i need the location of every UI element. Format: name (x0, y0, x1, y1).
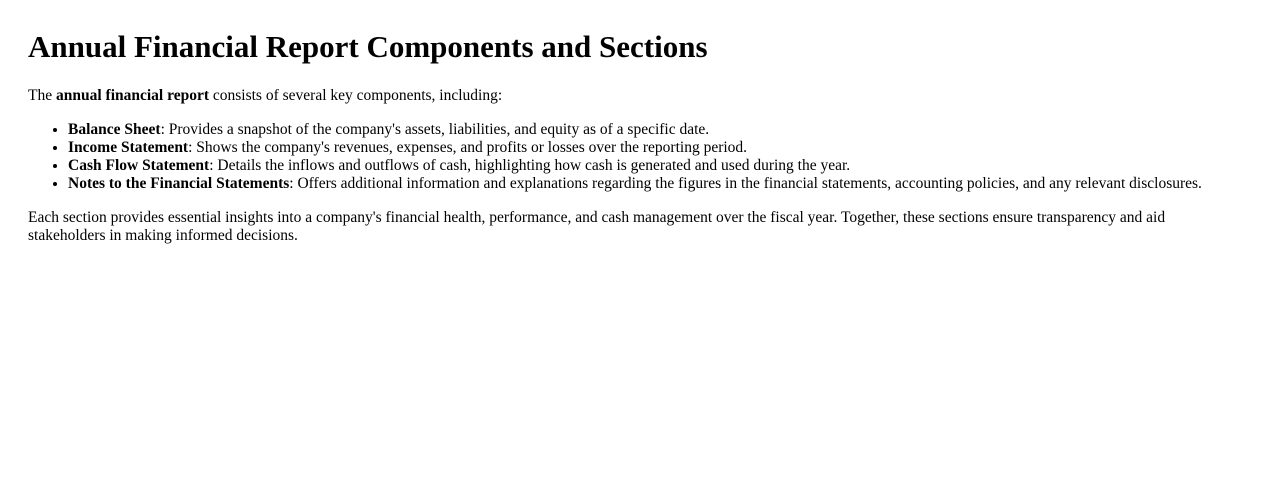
list-item-description: : Details the inflows and outflows of cash, highlighting how cash is generated and used during the year. (209, 157, 851, 174)
list-item-balance-sheet (68, 121, 1250, 139)
list-item-term: Notes to the Financial Statements (68, 175, 290, 192)
intro-bold-term: annual financial report (55, 87, 209, 104)
components-list (28, 121, 1250, 193)
list-item-term: Balance Sheet (68, 121, 161, 138)
intro-suffix: consists of several key components, including: (209, 87, 503, 104)
closing-paragraph: Each section provides essential insights into a company's financial health, performance, and cash management over the fiscal year. Together, these sections ensure transparency and aid stakeholders in making informed decisions. (28, 209, 1166, 244)
list-item-cash-flow-statement (68, 157, 1250, 175)
list-item-term: Cash Flow Statement (68, 157, 210, 174)
list-item-description: : Provides a snapshot of the company's assets, liabilities, and equity as of a specific date. (160, 121, 710, 138)
list-item-term: Income Statement (68, 139, 189, 156)
intro-prefix: The (28, 87, 56, 104)
list-item-description: : Offers additional information and explanations regarding the figures in the financial statements, accounting policies, and any relevant disclosures. (289, 175, 1202, 192)
page-title: Annual Financial Report Components and Sections (28, 29, 708, 64)
list-item-notes (68, 175, 1250, 193)
list-item-income-statement (68, 139, 1250, 157)
intro-paragraph (28, 87, 1250, 105)
document-page (0, 29, 1278, 245)
list-item-description: : Shows the company's revenues, expenses, and profits or losses over the reporting period. (188, 139, 748, 156)
